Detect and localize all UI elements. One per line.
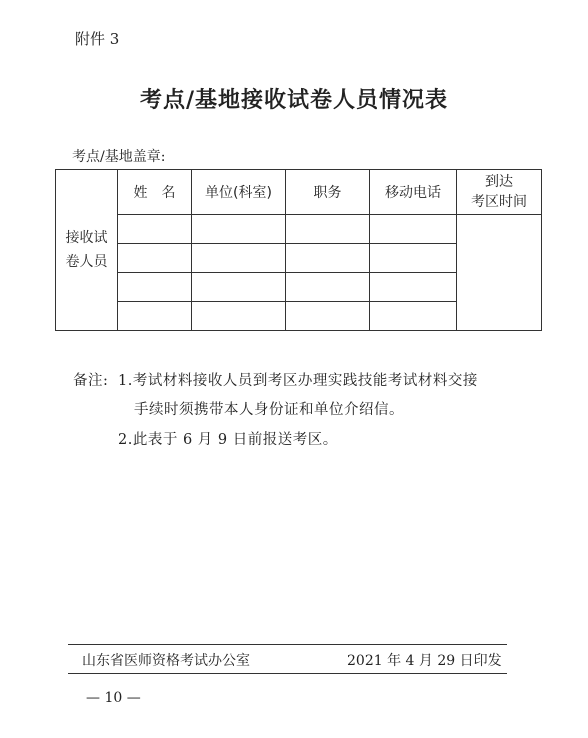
footer-divider-bottom	[68, 673, 507, 674]
table-cell[interactable]	[286, 215, 370, 244]
note-item-2: 2.此表于 6 月 9 日前报送考区。	[118, 432, 338, 448]
footer-divider-top	[68, 644, 507, 645]
table-cell[interactable]	[370, 244, 457, 273]
table-cell[interactable]	[192, 244, 286, 273]
table-cell[interactable]	[118, 215, 192, 244]
table-cell[interactable]	[370, 215, 457, 244]
arrival-header-line-1: 到达	[485, 174, 513, 190]
table-cell[interactable]	[192, 273, 286, 302]
personnel-table	[55, 169, 542, 331]
notes-label: 备注:	[73, 373, 109, 389]
attachment-label: 附件 3	[75, 30, 120, 48]
seal-label: 考点/基地盖章:	[72, 149, 166, 165]
table-cell[interactable]	[370, 273, 457, 302]
note-item-1-line-2: 手续时须携带本人身份证和单位介绍信。	[134, 402, 404, 418]
column-header-unit: 单位(科室)	[192, 170, 286, 215]
table-cell[interactable]	[118, 302, 192, 331]
column-header-mobile: 移动电话	[370, 170, 457, 215]
column-header-name: 姓 名	[118, 170, 192, 215]
table-cell[interactable]	[286, 302, 370, 331]
table-cell[interactable]	[118, 244, 192, 273]
issuing-office: 山东省医师资格考试办公室	[82, 653, 250, 669]
column-header-position: 职务	[286, 170, 370, 215]
issue-date: 2021 年 4 月 29 日印发	[347, 653, 502, 669]
table-cell[interactable]	[192, 302, 286, 331]
column-header-arrival	[457, 170, 542, 215]
page-number: — 10 —	[86, 690, 141, 706]
table-cell[interactable]	[192, 215, 286, 244]
arrival-time-cell[interactable]	[457, 215, 542, 331]
row-header-line-1: 接收试	[65, 230, 108, 246]
row-header-cell	[56, 170, 118, 331]
table-cell[interactable]	[286, 273, 370, 302]
table-cell[interactable]	[370, 302, 457, 331]
arrival-header-line-2: 考区时间	[471, 194, 527, 210]
table-cell[interactable]	[118, 273, 192, 302]
document-title: 考点/基地接收试卷人员情况表	[139, 87, 449, 113]
note-item-1-line-1: 1.考试材料接收人员到考区办理实践技能考试材料交接	[118, 373, 478, 389]
table-cell[interactable]	[286, 244, 370, 273]
row-header-line-2: 卷人员	[65, 254, 108, 270]
